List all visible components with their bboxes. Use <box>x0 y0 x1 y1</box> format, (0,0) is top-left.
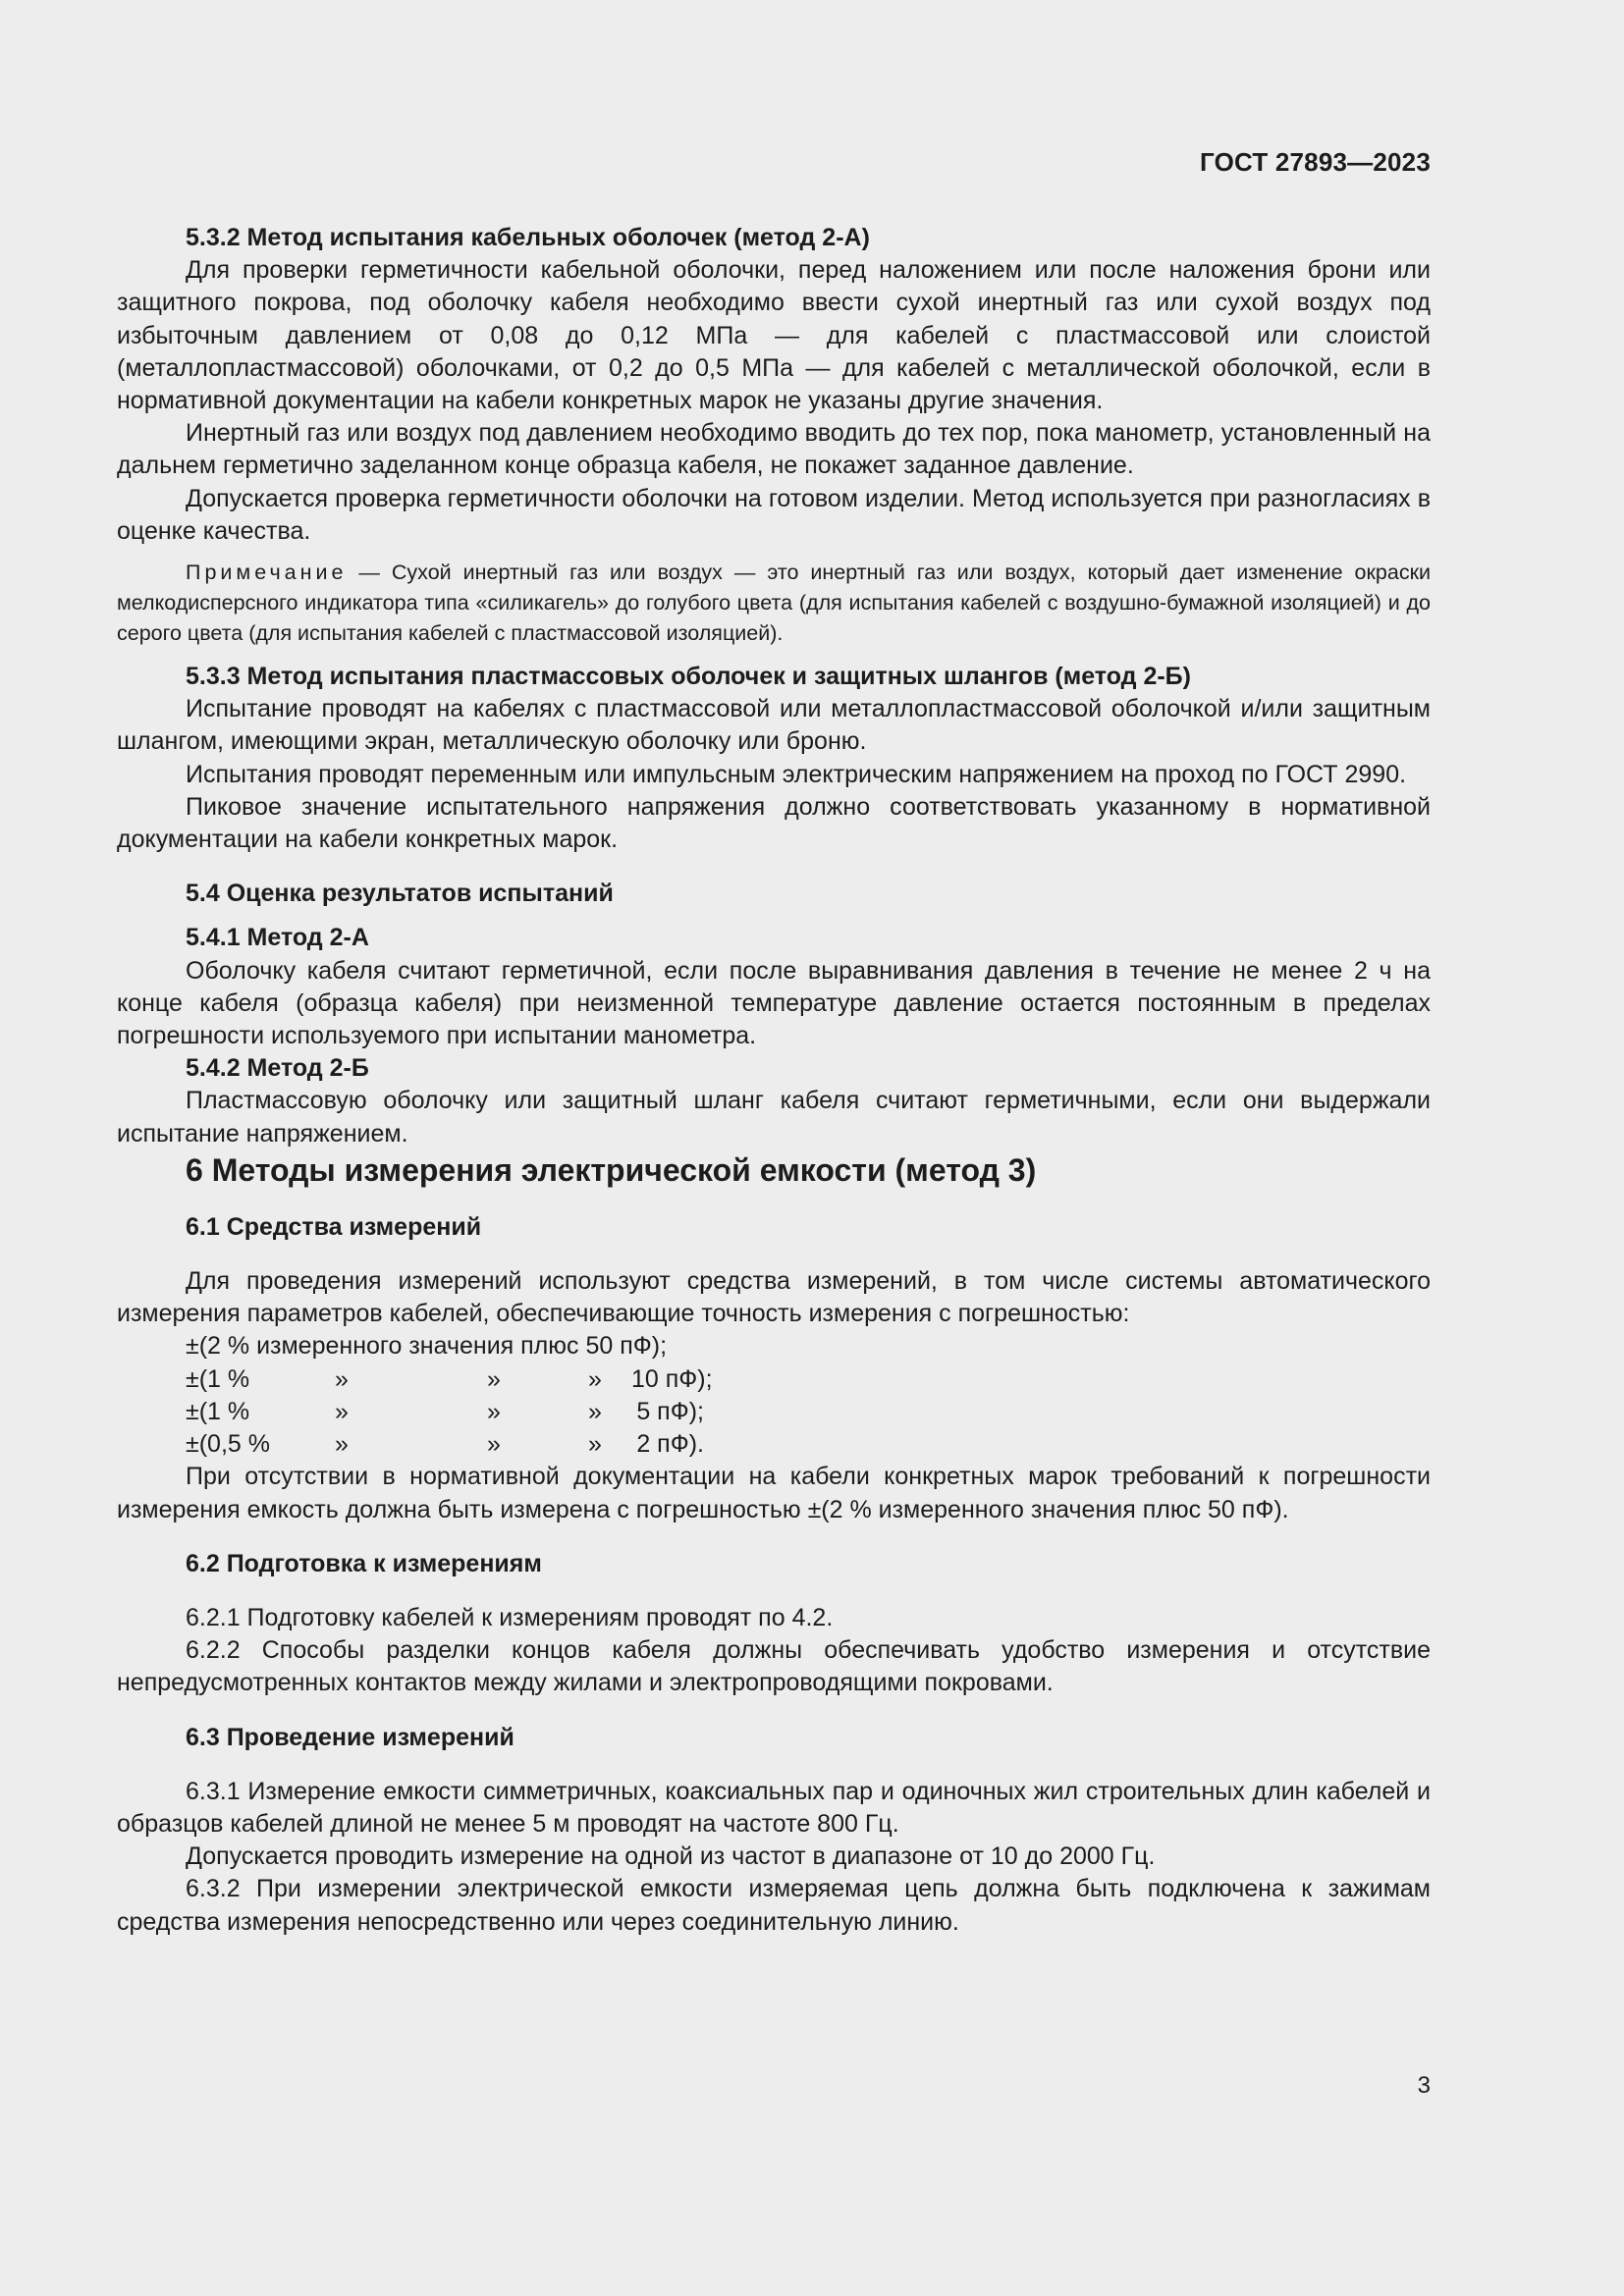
ditto-mark: » <box>588 1430 602 1459</box>
chapter-6-heading: 6 Методы измерения электрической емкости (метод 3) <box>186 1151 1037 1188</box>
section-6-3-2-paragraph: 6.3.2 При измерении электрической емкости измеряемая цепь должна быть подключена к зажимам средства измерения непосредственно или через соединительную линию. <box>117 1875 1431 1936</box>
ditto-mark: » <box>335 1430 349 1459</box>
tolerance-value: 2 пФ). <box>636 1430 704 1459</box>
ditto-mark: » <box>487 1430 501 1459</box>
section-5-4-heading: 5.4 Оценка результатов испытаний <box>186 880 614 908</box>
section-5-3-2-paragraph-3: Допускается проверка герметичности оболочки на готовом изделии. Метод используется при разногласиях в оценке качества. <box>117 484 1431 545</box>
tolerance-percent: ±(1 % <box>186 1397 250 1425</box>
tolerance-percent: ±(0,5 % <box>186 1430 270 1459</box>
page-body <box>117 222 1431 1939</box>
ditto-mark: » <box>487 1397 501 1425</box>
standard-designation: ГОСТ 27893—2023 <box>1200 147 1431 177</box>
ditto-mark: » <box>335 1397 349 1425</box>
section-6-2-2-paragraph: 6.2.2 Способы разделки концов кабеля должны обеспечивать удобство измерения и отсутствие непредусмотренных контактов между жилами и электропроводящими покровами. <box>117 1636 1431 1697</box>
tolerance-line-4 <box>117 1428 1431 1461</box>
tolerance-line-3 <box>117 1396 1431 1428</box>
section-6-1-heading: 6.1 Средства измерений <box>186 1212 482 1241</box>
ditto-mark: » <box>487 1364 501 1393</box>
ditto-mark: » <box>588 1364 602 1393</box>
section-5-4-1-paragraph: Оболочку кабеля считают герметичной, если после выравнивания давления в течение не менее 2 ч на конце кабеля (образца кабеля) при неизменной температуре давление остается постоянным в пределах погрешности используемого при испытании манометра. <box>117 956 1431 1050</box>
section-6-3-1-paragraph-2: Допускается проводить измерение на одной из частот в диапазоне от 10 до 2000 Гц. <box>186 1842 1156 1871</box>
section-5-3-2-paragraph-2: Инертный газ или воздух под давлением необходимо вводить до тех пор, пока манометр, установленный на дальнем герметично заделанном конце образца кабеля, не покажет заданное давление. <box>117 419 1431 480</box>
page-number: 3 <box>1417 2072 1431 2099</box>
ditto-mark: » <box>588 1397 602 1425</box>
tolerance-value: 5 пФ); <box>636 1397 704 1425</box>
section-5-4-2-heading: 5.4.2 Метод 2-Б <box>186 1054 369 1083</box>
section-6-1-paragraph-1: Для проведения измерений используют средства измерений, в том числе системы автоматического измерения параметров кабелей, обеспечивающие точность измерения с погрешностью: <box>117 1267 1431 1328</box>
section-5-3-2-paragraph-1: Для проверки герметичности кабельной оболочки, перед наложением или после наложения брони или защитного покрова, под оболочку кабеля необходимо ввести сухой инертный газ или сухой воздух под избыточным давлением от 0,08 до 0,12 МПа — для кабелей с пластмассовой или слоистой (металлопластмассовой) оболочками, от 0,2 до 0,5 МПа — для кабелей с металлической оболочкой, если в нормативной документации на кабели конкретных марок не указаны другие значения. <box>117 256 1431 415</box>
section-6-3-1-paragraph: 6.3.1 Измерение емкости симметричных, коаксиальных пар и одиночных жил строительных длин кабелей и образцов кабелей длиной не менее 5 м проводят на частоте 800 Гц. <box>117 1777 1431 1838</box>
section-6-2-heading: 6.2 Подготовка к измерениям <box>186 1549 542 1577</box>
tolerance-line-1: ±(2 % измеренного значения плюс 50 пФ); <box>186 1332 668 1361</box>
tolerance-percent: ±(1 % <box>186 1364 250 1393</box>
section-5-4-1-heading: 5.4.1 Метод 2-А <box>186 924 369 952</box>
ditto-mark: » <box>335 1364 349 1393</box>
section-6-2-1-paragraph: 6.2.1 Подготовку кабелей к измерениям проводят по 4.2. <box>186 1603 834 1631</box>
section-5-3-3-heading: 5.3.3 Метод испытания пластмассовых оболочек и защитных шлангов (метод 2-Б) <box>186 663 1191 691</box>
section-5-3-3-paragraph-2: Испытания проводят переменным или импульсным электрическим напряжением на проход по ГОСТ 2990. <box>186 760 1407 788</box>
note-label: Примечание <box>186 561 348 585</box>
section-6-3-heading: 6.3 Проведение измерений <box>186 1723 514 1751</box>
note-text: — Сухой инертный газ или воздух — это инертный газ или воздух, который дает изменение окраски мелкодисперсного индикатора типа «силикагель» до голубого цвета (для испытания кабелей с воздушно-бумажной изоляцией) и до серого цвета (для испытания кабелей с пластмассовой изоляцией). <box>117 561 1431 646</box>
section-5-3-2-heading: 5.3.2 Метод испытания кабельных оболочек (метод 2-А) <box>186 224 870 251</box>
section-5-3-3-paragraph-3: Пиковое значение испытательного напряжения должно соответствовать указанному в нормативной документации на кабели конкретных марок. <box>117 792 1431 854</box>
tolerance-line-2 <box>117 1363 1431 1396</box>
tolerance-value: 10 пФ); <box>631 1364 713 1393</box>
section-6-1-paragraph-2: При отсутствии в нормативной документации на кабели конкретных марок требований к погрешности измерения емкость должна быть измерена с погрешностью ±(2 % измеренного значения плюс 50 пФ). <box>117 1463 1431 1523</box>
section-5-3-3-paragraph-1: Испытание проводят на кабелях с пластмассовой или металлопластмассовой оболочкой и/или защитным шлангом, имеющими экран, металлическую оболочку или броню. <box>117 695 1431 756</box>
section-5-3-2-note <box>117 558 1431 649</box>
section-5-4-2-paragraph: Пластмассовую оболочку или защитный шланг кабеля считают герметичными, если они выдержали испытание напряжением. <box>117 1087 1431 1148</box>
